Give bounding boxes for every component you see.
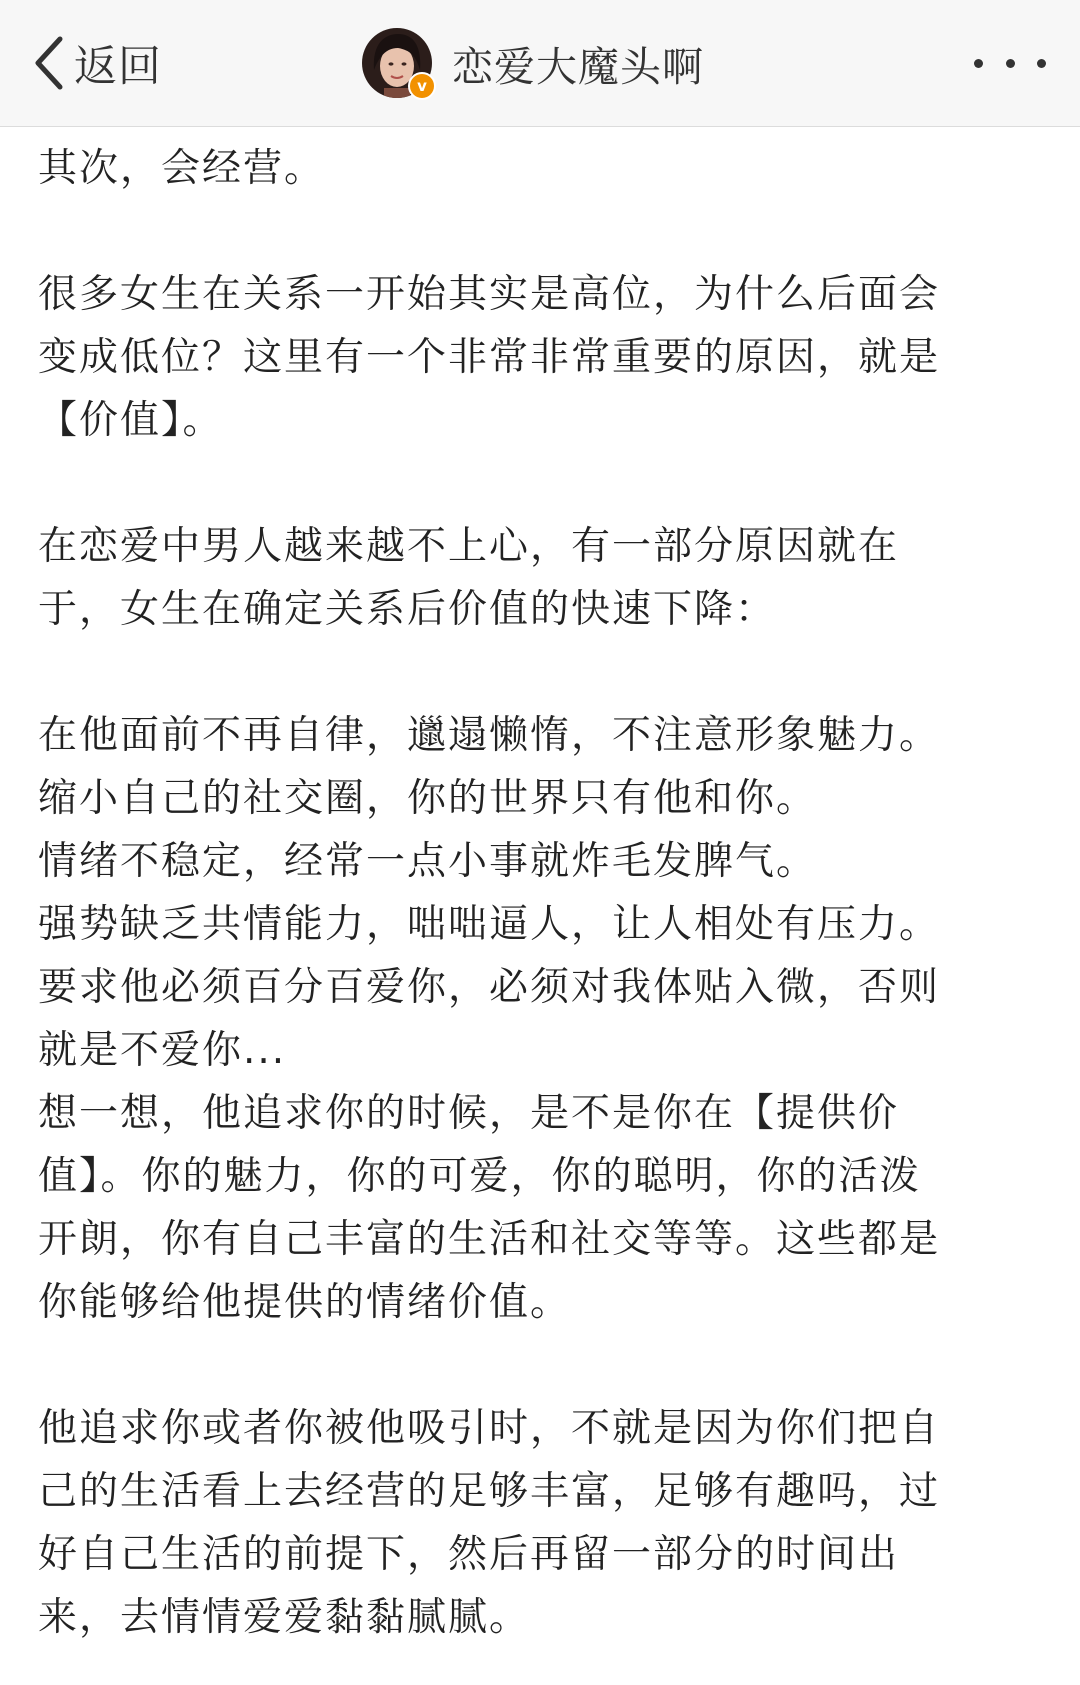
back-label: 返回 bbox=[74, 41, 162, 92]
account-profile[interactable] bbox=[362, 26, 704, 100]
post-line: 强势缺乏共情能力，咄咄逼人，让人相处有压力。 bbox=[38, 902, 941, 947]
post-line: 在恋爱中男人越来越不上心，有一部分原因就在 bbox=[38, 524, 900, 569]
post-line: 在他面前不再自律，邋遢懒惰，不注意形象魅力。 bbox=[38, 713, 941, 758]
top-nav-bar bbox=[0, 0, 1080, 127]
post-line: 就是不爱你... bbox=[38, 1028, 287, 1073]
back-button[interactable] bbox=[30, 30, 162, 96]
post-line: 【价值】。 bbox=[38, 398, 224, 443]
paragraph-gap bbox=[38, 641, 1018, 704]
paragraph-gap bbox=[38, 452, 1018, 515]
more-dot bbox=[974, 59, 983, 68]
post-line: 要求他必须百分百爱你，必须对我体贴入微，否则 bbox=[38, 965, 941, 1010]
post-line: 你能够给他提供的情绪价值。 bbox=[38, 1280, 572, 1325]
post-line: 情绪不稳定，经常一点小事就炸毛发脾气。 bbox=[38, 839, 818, 884]
post-line: 他追求你或者你被他吸引时，不就是因为你们把自 bbox=[38, 1406, 941, 1451]
post-line: 值】。你的魅力，你的可爱，你的聪明，你的活泼 bbox=[38, 1154, 921, 1199]
more-dot bbox=[1006, 59, 1015, 68]
verified-badge-icon: v bbox=[408, 72, 436, 100]
post-line: 变成低位？这里有一个非常非常重要的原因，就是 bbox=[38, 335, 941, 380]
post-line: 来，去情情爱爱黏黏腻腻。 bbox=[38, 1595, 531, 1640]
post-line: 想一想，他追求你的时候，是不是你在【提供价 bbox=[38, 1091, 900, 1136]
post-line: 于，女生在确定关系后价值的快速下降： bbox=[38, 587, 777, 632]
post-line: 开朗，你有自己丰富的生活和社交等等。这些都是 bbox=[38, 1217, 941, 1262]
chevron-left-icon bbox=[30, 33, 70, 93]
post-line: 己的生活看上去经营的足够丰富，足够有趣吗，过 bbox=[38, 1469, 941, 1514]
account-name[interactable]: 恋爱大魔头啊 bbox=[452, 42, 704, 91]
post-body bbox=[38, 137, 1018, 1649]
paragraph-gap bbox=[38, 1334, 1018, 1397]
post-line: 其次，会经营。 bbox=[38, 146, 326, 191]
more-dots-icon[interactable] bbox=[974, 42, 1046, 84]
post-line: 很多女生在关系一开始其实是高位，为什么后面会 bbox=[38, 272, 941, 317]
paragraph-gap bbox=[38, 200, 1018, 263]
post-line: 缩小自己的社交圈，你的世界只有他和你。 bbox=[38, 776, 818, 821]
avatar-wrap[interactable] bbox=[362, 28, 432, 98]
more-dot bbox=[1037, 59, 1046, 68]
post-line: 好自己生活的前提下，然后再留一部分的时间出 bbox=[38, 1532, 900, 1577]
